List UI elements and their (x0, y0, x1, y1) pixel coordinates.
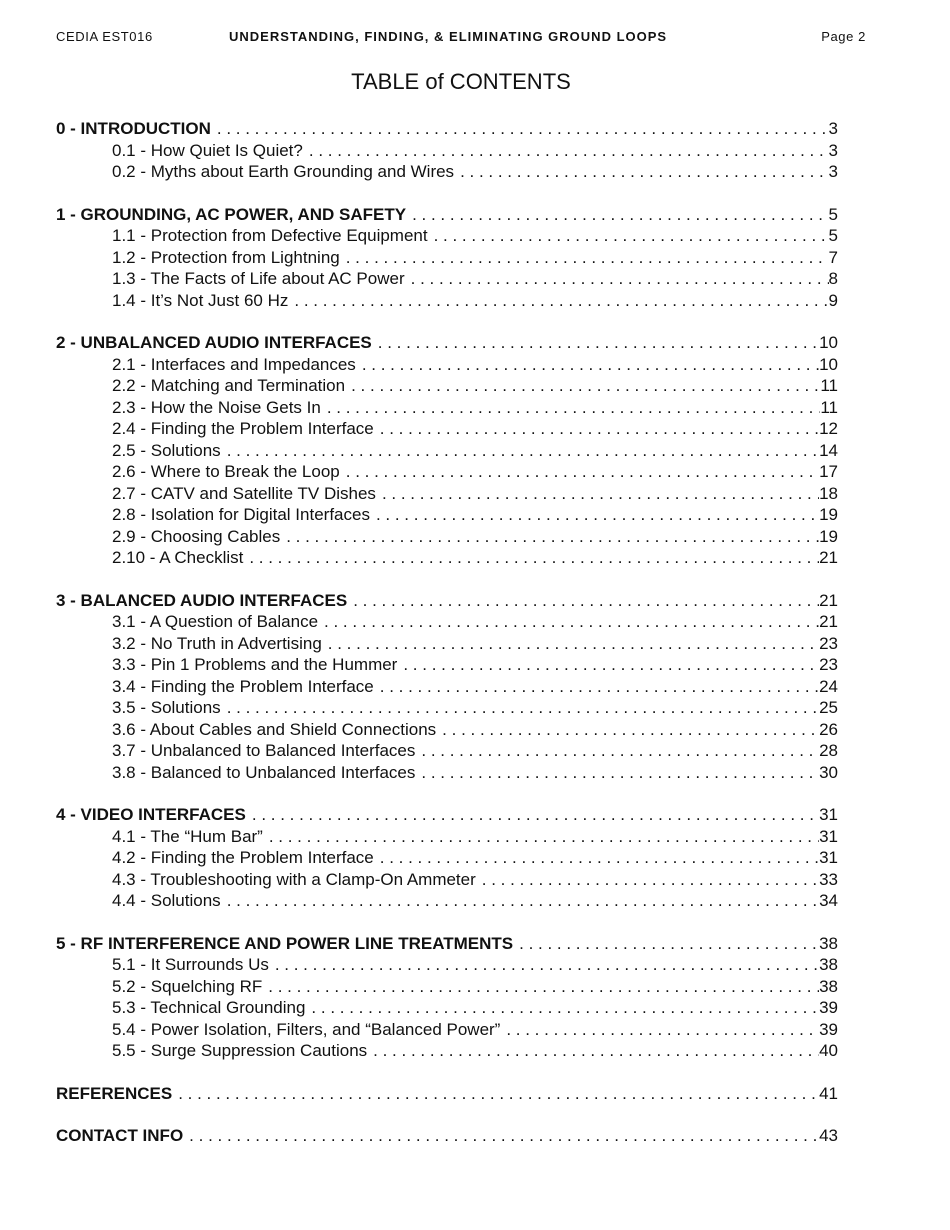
toc-section (56, 590, 838, 784)
toc-entry-sub[interactable] (56, 547, 838, 569)
toc-entry-main[interactable] (56, 204, 838, 226)
dot-leader (183, 1125, 819, 1147)
dot-leader (356, 354, 819, 376)
toc-entry-page: 5 (828, 204, 838, 224)
toc-subentry-page: 39 (819, 1019, 838, 1039)
toc-entry-title: 3 - BALANCED AUDIO INTERFACES (56, 590, 348, 610)
toc-subentry-title: 2.9 - Choosing Cables (112, 526, 281, 546)
dot-leader (454, 161, 828, 183)
dot-leader (374, 418, 819, 440)
dot-leader (303, 140, 829, 162)
dot-leader (269, 954, 819, 976)
dot-leader (345, 375, 820, 397)
toc-entry-sub[interactable] (56, 847, 838, 869)
toc-entry-title: 0 - INTRODUCTION (56, 119, 211, 138)
toc-subentry-page: 28 (819, 741, 838, 760)
toc-entry-sub[interactable] (56, 611, 838, 633)
toc-entry-sub[interactable] (56, 954, 838, 976)
toc-entry-page: 38 (819, 933, 838, 953)
dot-leader (263, 826, 819, 848)
toc-subentry-page: 25 (819, 698, 838, 717)
toc-subentry-title: 3.7 - Unbalanced to Balanced Interfaces (112, 741, 416, 760)
toc-title: TABLE of CONTENTS (351, 69, 571, 94)
toc-entry-page: 3 (828, 119, 838, 138)
dot-leader (305, 997, 819, 1019)
toc-entry-sub[interactable] (56, 676, 838, 698)
toc-subentry-title: 5.4 - Power Isolation, Filters, and “Balanced Power” (112, 1019, 501, 1039)
toc-entry-page: 21 (819, 590, 838, 610)
toc-entry-title: 5 - RF INTERFERENCE AND POWER LINE TREATMENTS (56, 933, 514, 953)
toc-subentry-title: 3.3 - Pin 1 Problems and the Hummer (112, 655, 398, 674)
toc-entry-sub[interactable] (56, 997, 838, 1019)
toc-subentry-title: 1.4 - It’s Not Just 60 Hz (112, 290, 289, 310)
toc-entry-main[interactable] (56, 804, 838, 826)
toc-section (56, 1125, 838, 1147)
toc-subentry-page: 11 (820, 397, 838, 417)
toc-entry-page: 43 (819, 1126, 838, 1145)
dot-leader (406, 204, 828, 226)
toc-section (56, 118, 838, 183)
toc-subentry-page: 7 (828, 247, 838, 267)
toc-entry-sub[interactable] (56, 697, 838, 719)
toc-subentry-page: 21 (819, 548, 838, 567)
toc-entry-sub[interactable] (56, 719, 838, 741)
toc-entry-sub[interactable] (56, 461, 838, 483)
toc-entry-sub[interactable] (56, 354, 838, 376)
toc-subentry-title: 3.4 - Finding the Problem Interface (112, 676, 374, 696)
toc-entry-sub[interactable] (56, 654, 838, 676)
toc-subentry-title: 2.10 - A Checklist (112, 548, 244, 567)
toc-entry-sub[interactable] (56, 140, 838, 162)
toc-subentry-title: 5.2 - Squelching RF (112, 976, 263, 996)
dot-leader (340, 461, 819, 483)
toc-subentry-page: 18 (819, 483, 838, 503)
toc-subentry-page: 17 (819, 462, 838, 481)
dot-leader (513, 933, 819, 955)
toc-subentry-title: 2.3 - How the Noise Gets In (112, 397, 321, 417)
dot-leader (321, 397, 821, 419)
dot-leader (367, 1040, 819, 1062)
dot-leader (376, 483, 819, 505)
toc-entry-sub[interactable] (56, 440, 838, 462)
page-number: Page 2 (821, 29, 866, 44)
dot-leader (221, 697, 819, 719)
toc-subentry-title: 4.2 - Finding the Problem Interface (112, 848, 374, 867)
toc-subentry-title: 2.4 - Finding the Problem Interface (112, 419, 374, 438)
dot-leader (436, 719, 819, 741)
toc-subentry-title: 3.8 - Balanced to Unbalanced Interfaces (112, 762, 416, 782)
dot-leader (262, 976, 819, 998)
toc-subentry-title: 1.1 - Protection from Defective Equipment (112, 226, 428, 245)
toc-subentry-page: 26 (819, 719, 838, 739)
toc-subentry-page: 10 (819, 354, 838, 374)
toc-subentry-title: 2.2 - Matching and Termination (112, 376, 346, 395)
table-of-contents (56, 118, 838, 1168)
toc-subentry-page: 30 (819, 762, 838, 782)
dot-leader (405, 268, 829, 290)
toc-subentry-title: 5.3 - Technical Grounding (112, 998, 306, 1017)
dot-leader (322, 633, 819, 655)
toc-entry-main[interactable] (56, 590, 838, 612)
toc-subentry-page: 21 (819, 612, 838, 631)
toc-entry-sub[interactable] (56, 869, 838, 891)
toc-entry-sub[interactable] (56, 633, 838, 655)
dot-leader (428, 225, 829, 247)
toc-subentry-title: 3.6 - About Cables and Shield Connections (112, 719, 437, 739)
toc-entry-sub[interactable] (56, 762, 838, 784)
toc-subentry-page: 31 (819, 826, 838, 846)
toc-subentry-page: 23 (819, 633, 838, 653)
toc-subentry-title: 4.4 - Solutions (112, 891, 221, 910)
toc-entry-title: 1 - GROUNDING, AC POWER, AND SAFETY (56, 204, 407, 224)
toc-entry-sub[interactable] (56, 1040, 838, 1062)
toc-entry-title: 4 - VIDEO INTERFACES (56, 805, 246, 824)
toc-entry-sub[interactable] (56, 418, 838, 440)
document-title: UNDERSTANDING, FINDING, & ELIMINATING GROUND LOOPS (229, 29, 668, 44)
toc-subentry-page: 38 (819, 955, 838, 974)
toc-entry-sub[interactable] (56, 740, 838, 762)
toc-subentry-page: 39 (819, 998, 838, 1017)
toc-subentry-title: 0.1 - How Quiet Is Quiet? (112, 140, 303, 160)
toc-entry-title: CONTACT INFO (56, 1126, 184, 1145)
toc-subentry-title: 3.1 - A Question of Balance (112, 612, 319, 631)
toc-subentry-title: 3.2 - No Truth in Advertising (112, 633, 322, 653)
toc-entry-sub[interactable] (56, 397, 838, 419)
toc-subentry-page: 19 (819, 526, 838, 546)
toc-section (56, 204, 838, 312)
toc-subentry-title: 2.6 - Where to Break the Loop (112, 462, 340, 481)
toc-subentry-page: 5 (828, 226, 838, 245)
toc-entry-sub[interactable] (56, 483, 838, 505)
dot-leader (340, 247, 829, 269)
toc-entry-main[interactable] (56, 1083, 838, 1105)
toc-entry-sub[interactable] (56, 268, 838, 290)
toc-section (56, 332, 838, 569)
dot-leader (211, 118, 829, 140)
toc-subentry-page: 34 (819, 891, 838, 910)
dot-leader (318, 611, 819, 633)
dot-leader (221, 440, 819, 462)
dot-leader (500, 1019, 819, 1041)
dot-leader (246, 804, 819, 826)
toc-subentry-title: 1.3 - The Facts of Life about AC Power (112, 269, 405, 288)
toc-subentry-page: 31 (819, 848, 838, 867)
toc-subentry-title: 2.7 - CATV and Satellite TV Dishes (112, 483, 376, 503)
toc-entry-sub[interactable] (56, 890, 838, 912)
toc-subentry-page: 38 (819, 976, 838, 996)
dot-leader (288, 290, 828, 312)
toc-section (56, 933, 838, 1062)
toc-entry-main[interactable] (56, 1125, 838, 1147)
dot-leader (347, 590, 819, 612)
toc-entry-sub[interactable] (56, 247, 838, 269)
dot-leader (372, 332, 819, 354)
document-id: CEDIA EST016 (56, 29, 153, 44)
toc-subentry-page: 3 (828, 140, 838, 160)
toc-subentry-page: 23 (819, 655, 838, 674)
toc-entry-sub[interactable] (56, 375, 838, 397)
toc-subentry-page: 8 (828, 269, 838, 288)
toc-subentry-title: 4.1 - The “Hum Bar” (112, 826, 263, 846)
toc-entry-sub[interactable] (56, 225, 838, 247)
toc-subentry-page: 14 (819, 440, 838, 460)
dot-leader (397, 654, 819, 676)
toc-section (56, 804, 838, 912)
toc-entry-sub[interactable] (56, 976, 838, 998)
dot-leader (172, 1083, 819, 1105)
toc-subentry-page: 3 (828, 162, 838, 181)
toc-entry-sub[interactable] (56, 1019, 838, 1041)
toc-entry-title: REFERENCES (56, 1083, 173, 1103)
toc-subentry-page: 40 (819, 1041, 838, 1060)
toc-entry-page: 31 (819, 805, 838, 824)
dot-leader (415, 740, 819, 762)
toc-subentry-title: 3.5 - Solutions (112, 698, 221, 717)
toc-entry-title: 2 - UNBALANCED AUDIO INTERFACES (56, 333, 372, 352)
dot-leader (280, 526, 819, 548)
toc-subentry-title: 0.2 - Myths about Earth Grounding and Wires (112, 162, 455, 181)
toc-entry-page: 41 (819, 1083, 838, 1103)
toc-subentry-title: 5.5 - Surge Suppression Cautions (112, 1041, 368, 1060)
toc-subentry-title: 2.8 - Isolation for Digital Interfaces (112, 505, 370, 524)
toc-subentry-page: 9 (828, 290, 838, 310)
toc-entry-sub[interactable] (56, 504, 838, 526)
dot-leader (415, 762, 819, 784)
dot-leader (221, 890, 819, 912)
dot-leader (374, 847, 819, 869)
toc-subentry-title: 2.1 - Interfaces and Impedances (112, 354, 356, 374)
toc-subentry-page: 12 (819, 419, 838, 438)
dot-leader (370, 504, 819, 526)
toc-subentry-page: 19 (819, 505, 838, 524)
toc-entry-page: 10 (819, 333, 838, 352)
toc-entry-sub[interactable] (56, 161, 838, 183)
dot-leader (476, 869, 819, 891)
toc-subentry-page: 11 (820, 376, 838, 395)
dot-leader (374, 676, 819, 698)
toc-entry-sub[interactable] (56, 826, 838, 848)
toc-subentry-page: 24 (819, 676, 838, 696)
toc-subentry-page: 33 (819, 869, 838, 889)
running-header (56, 29, 866, 47)
toc-entry-main[interactable] (56, 933, 838, 955)
toc-subentry-title: 5.1 - It Surrounds Us (112, 955, 269, 974)
toc-entry-main[interactable] (56, 118, 838, 140)
toc-subentry-title: 1.2 - Protection from Lightning (112, 247, 340, 267)
toc-subentry-title: 2.5 - Solutions (112, 440, 221, 460)
dot-leader (243, 547, 819, 569)
toc-section (56, 1083, 838, 1105)
toc-entry-sub[interactable] (56, 290, 838, 312)
toc-entry-sub[interactable] (56, 526, 838, 548)
toc-subentry-title: 4.3 - Troubleshooting with a Clamp-On Ammeter (112, 869, 476, 889)
toc-entry-main[interactable] (56, 332, 838, 354)
